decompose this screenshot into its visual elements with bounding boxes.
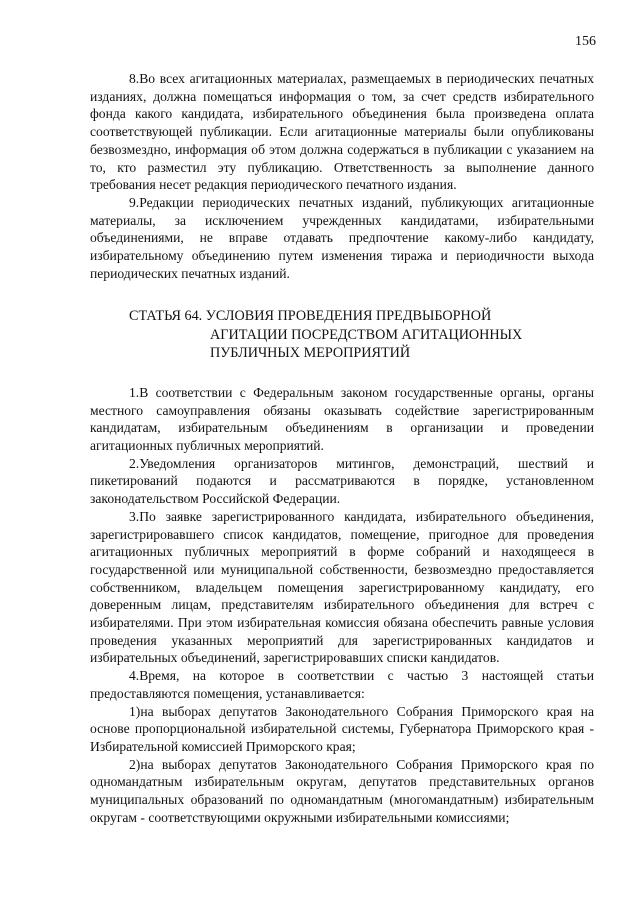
paragraph-2: 2.Уведомления организаторов митингов, демонстраций, шествий и пикетирований подаются и рассматриваются в порядке, установленном законодательством Российской Федерации. <box>90 455 594 507</box>
subparagraph-1: 1)на выборах депутатов Законодательного Собрания Приморского края на основе пропорциональной избирательной системы, Губернатора Приморского края - Избирательной комиссией Приморского края; <box>90 703 594 754</box>
article-title-line-2: АГИТАЦИИ ПОСРЕДСТВОМ АГИТАЦИОННЫХ <box>210 326 523 343</box>
article-title-line-1: СТАТЬЯ 64. УСЛОВИЯ ПРОВЕДЕНИЯ ПРЕДВЫБОРНОЙ <box>129 308 492 325</box>
paragraph-3: 3.По заявке зарегистрированного кандидата, избирательного объединения, зарегистрировавшего список кандидатов, помещение, пригодное для проведения агитационных публичных мероприятий в форме собраний и находящееся в государственной или муниципальной собственности, безвозмездно предоставляется собственником, владельцем помещения зарегистрированному кандидату, его доверенным лицам, представителям избирательного объединения для встреч с избирателями. При этом избирательная комиссия обязана обеспечить равные условия проведения указанных мероприятий для зарегистрированных кандидатов и избирательных объединений, зарегистрировавших списки кандидатов. <box>90 508 594 666</box>
page-number: 156 <box>575 34 596 49</box>
paragraph-1: 1.В соответствии с Федеральным законом государственные органы, органы местного самоуправления обязаны оказывать содействие зарегистрированным кандидатам, избирательным объединениям в организации и проведении агитационных публичных мероприятий. <box>90 384 594 454</box>
article-title <box>90 307 594 363</box>
paragraph-9: 9.Редакции периодических печатных изданий, публикующих агитационные материалы, за исключением учрежденных кандидатами, избирательными объединениями, не вправе отдавать предпочтение какому-либо кандидату, избирательному объединению путем изменения тиража и периодичности выхода периодических печатных изданий. <box>90 194 594 281</box>
paragraph-4: 4.Время, на которое в соответствии с частью 3 настоящей статьи предоставляются помещения, устанавливается: <box>90 668 594 701</box>
subparagraph-2: 2)на выборах депутатов Законодательного Собрания Приморского края по одномандатным избирательным округам, депутатов представительных органов муниципальных образований по одномандатным (многомандатным) избирательным округам - соответствующими окружными избирательными комиссиями; <box>90 756 594 825</box>
article-title-line-3: ПУБЛИЧНЫХ МЕРОПРИЯТИЙ <box>210 345 411 362</box>
document-body <box>90 70 594 827</box>
paragraph-8: 8.Во всех агитационных материалах, размещаемых в периодических печатных изданиях, должна помещаться информация о том, за счет средств избирательного фонда какого кандидата, избирательного объединения была произведена оплата соответствующей публикации. Если агитационные материалы были опубликованы безвозмездно, информация об этом должна содержаться в публикации с указанием на то, кто разместил эту публикацию. Ответственность за выполнение данного требования несет редакция периодического печатного издания. <box>90 71 594 193</box>
